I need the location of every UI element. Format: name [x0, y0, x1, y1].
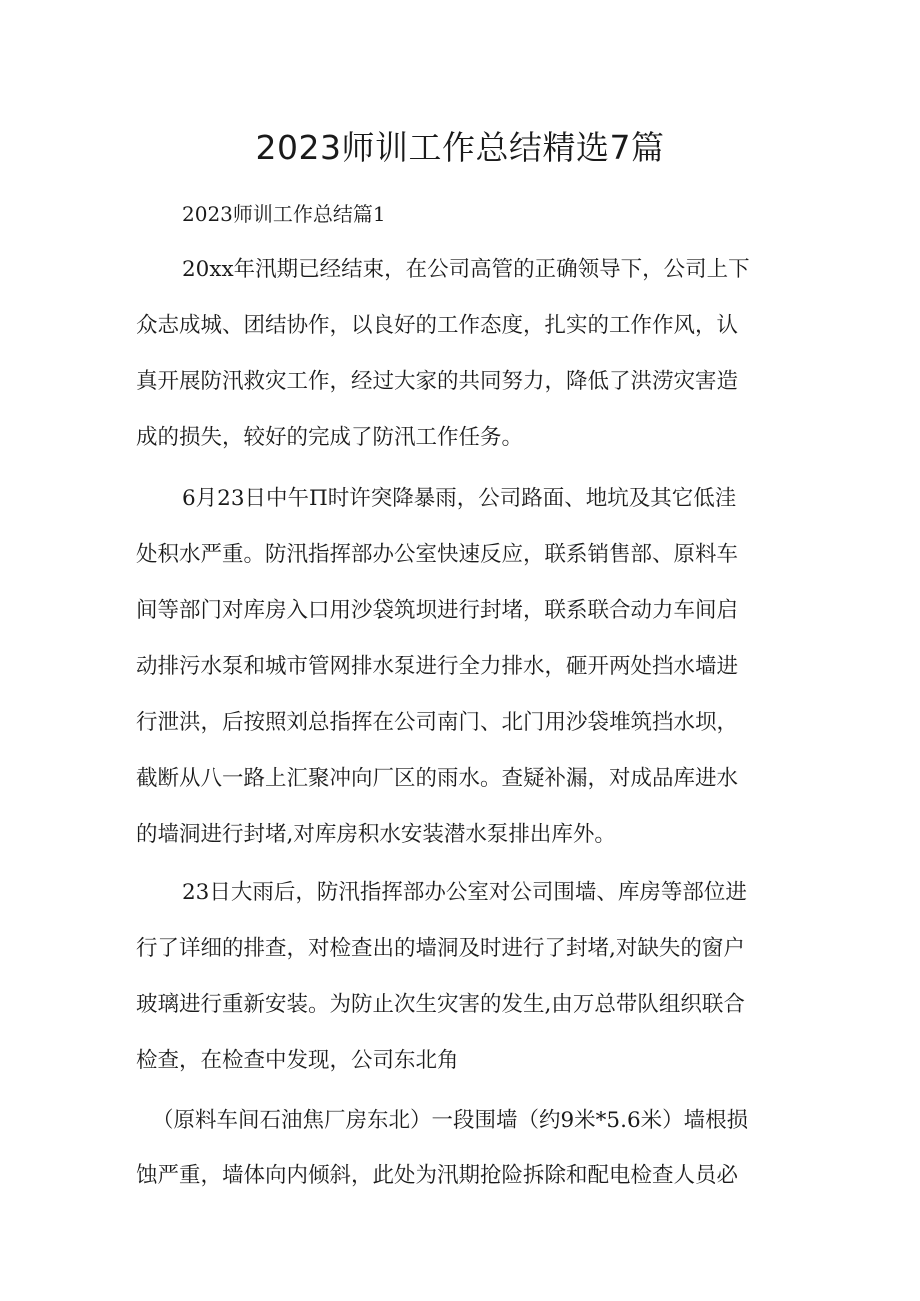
text-line: 成的损失，较好的完成了防汛工作任务。 — [136, 425, 524, 450]
text-line: 真开展防汛救灾工作，经过大家的共同努力，降低了洪涝灾害造 — [136, 369, 739, 394]
document-title: 2023师训工作总结精选7篇 — [255, 128, 665, 167]
text-line: 间等部门对库房入口用沙袋筑坝进行封堵，联系联合动力车间启 — [136, 598, 739, 623]
text-line: （原料车间石油焦厂房东北）一段围墙（约9米*5.6米）墙根损 — [152, 1108, 749, 1133]
text-line: 的墙洞进行封堵,对库房积水安装潜水泵排出库外。 — [136, 822, 616, 847]
text-line: 行泄洪，后按照刘总指挥在公司南门、北门用沙袋堆筑挡水坝， — [136, 710, 739, 735]
text-line: 行了详细的排查，对检查出的墙洞及时进行了封堵,对缺失的窗户 — [136, 936, 745, 961]
text-line: 玻璃进行重新安装。为防止次生灾害的发生,由万总带队组织联合 — [136, 992, 745, 1017]
text-line: 动排污水泵和城市管网排水泵进行全力排水，砸开两处挡水墙进 — [136, 654, 739, 679]
text-line: 处积水严重。防汛指挥部办公室快速反应，联系销售部、原料车 — [136, 542, 739, 567]
text-line: 众志成城、团结协作，以良好的工作态度，扎实的工作作风，认 — [136, 313, 739, 338]
text-line: 截断从八一路上汇聚冲向厂区的雨水。查疑补漏，对成品库进水 — [136, 766, 739, 791]
text-line: 蚀严重，墙体向内倾斜，此处为汛期抢险拆除和配电检查人员必 — [136, 1163, 739, 1188]
section-heading: 2023师训工作总结篇1 — [182, 202, 386, 226]
text-line: 检查，在检查中发现，公司东北角 — [136, 1048, 459, 1073]
text-line: 6月23日中午Π时许突降暴雨，公司路面、地坑及其它低洼 — [182, 486, 737, 511]
text-line: 23日大雨后，防汛指挥部办公室对公司围墙、库房等部位进 — [182, 880, 747, 905]
text-line: 20xx年汛期已经结束，在公司高管的正确领导下，公司上下 — [182, 257, 750, 282]
